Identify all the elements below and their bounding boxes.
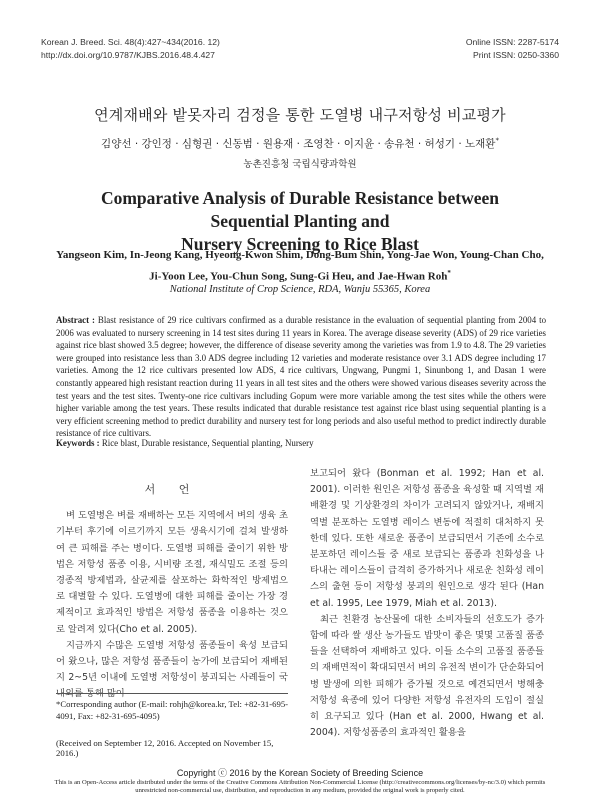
- corresponding-mark-en: *: [447, 269, 451, 277]
- authors-english: [40, 246, 560, 286]
- journal-header-left: [41, 36, 220, 61]
- received-dates: (Received on September 12, 2016. Accepted on November 15, 2016.): [56, 738, 274, 758]
- authors-korean-names: 김양선 · 강인정 · 심형권 · 신동범 · 원용재 · 조영찬 · 이지윤 · 송유천 · 허성기 · 노재환: [101, 138, 496, 150]
- abstract: [56, 314, 546, 440]
- abstract-label: Abstract :: [56, 315, 95, 325]
- license-notice: This is an Open-Access article distributed under the terms of the Creative Commons Attribution Non-Commercial License (http://creativecommons.org/licenses/by-nc/3.0) which permits unrestricted non-commercial use, distribution, and reproduction in any medium, provided the original work is properly cited.: [54, 779, 546, 795]
- copyright-line: Copyright ⓒ 2016 by the Korean Society of Breeding Science: [176, 768, 424, 778]
- online-issn: Online ISSN: 2287-5174: [465, 37, 559, 47]
- doi-link[interactable]: http://dx.doi.org/10.9787/KJBS.2016.48.4.427: [41, 49, 215, 60]
- keywords: [56, 438, 546, 448]
- title-korean: 연계재배와 밭못자리 검정을 통한 도열병 내구저항성 비교평가: [94, 106, 506, 124]
- title-english-line-1: Comparative Analysis of Durable Resistance between Sequential Planting and: [100, 188, 500, 231]
- authors-english-names: Ji-Yoon Lee, You-Chun Song, Sung-Gi Heu, and Jae-Hwan Roh: [149, 270, 448, 283]
- authors-korean: [0, 136, 600, 151]
- journal-citation: Korean J. Breed. Sci. 48(4):427~434(2016. 12): [41, 37, 220, 47]
- corresponding-mark-kr: *: [495, 136, 499, 145]
- institution-english: National Institute of Crop Science, RDA, Wanju 55365, Korea: [169, 284, 431, 295]
- abstract-text: Blast resistance of 29 rice cultivars confirmed as a durable resistance in the evaluation of sequential planting from 2004 to 2006 was evaluated to nursery screening in 14 test sites during 11 years in Korea. The average disease severity (ADS) of 29 rice varieties against rice blast showed 3.5 degree; however, the difference of disease severity among the varieties was from 1.9 to 4.8. The 29 varieties were grouped into resistance less than 3.0 ADS degree including 12 varieties and moderate resistance over 3.1 ADS degree including 17 varieties. Among the 12 rice cultivars presented low ADS, 4 rice cultivars, Ungwang, Pungmi 1, Sinunbong 1, and Dasan 1 were constantly appeared high resistant reaction during 11 years in all test sites and the others were showed various diseases severity across the test years and the test sites. Twenty-one rice cultivars including Gopum were more variable among the test sites while the others were higher variable among the test years. These results indicated that durable resistance test against rice blast using sequential planting is a very efficient screening method to predict durability and nursery test for long periods and also useful method to predict indirectly durable resistance of rice cultivars.: [56, 315, 547, 439]
- section-heading-introduction: 서 언: [144, 483, 200, 496]
- body-column-right: [310, 466, 544, 741]
- paragraph-1: 벼 도열병은 벼를 재배하는 모든 지역에서 벼의 생육 초기부터 후기에 이르기까지 모든 생육시기에 걸쳐 발생하여 큰 피해를 주는 병이다. 도열병 피해를 줄이기 위한 방법은 저항성 품종 이용, 시비량 조절, 재식밀도 조절 등의 경종적 방제법과, 살균제를 살포하는 화학적인 방제법으로 대별할 수 있다. 도열병에 대한 피해를 줄이는 가장 경제적이고 효과적인 방법은 저항성 품종을 이용하는 것으로 알려져 있다(Cho et al. 2005).: [56, 510, 288, 635]
- authors-english-line-2: [40, 264, 560, 286]
- corresponding-author-footnote: *Corresponding author (E-mail: rohjh@korea.kr, Tel: +82-31-695-4091, Fax: +82-31-695-4095): [56, 699, 289, 721]
- journal-header-right: [466, 36, 559, 61]
- keywords-text: Rice blast, Durable resistance, Sequential planting, Nursery: [101, 438, 314, 448]
- paragraph-2: 지금까지 수많은 도열병 저항성 품종들이 육성 보급되어 왔으나, 많은 저항성 품종들이 농가에 보급되어 재배된 지 2~5년 이내에 도열병 저항성이 붕괴되는 사례들이 국내외를 통해 많이: [56, 639, 288, 700]
- paragraph-3: 보고되어 왔다 (Bonman et al. 1992; Han et al. 2001). 이러한 원인은 저항성 품종을 육성할 때 지역별 재배환경 및 기상환경의 차이가 고려되지 않았거나, 재배지역별 분포하는 도열병 레이스 변동에 적절히 대처하지 못한데 있다. 또한 새로운 품종이 보급되면서 기존에 소수로 분포하던 레이스들 중 새로 보급되는 품종과 친화성을 나타내는 레이스들이 급격히 증가하거나 새로운 친화성 레이스의 출현 등이 저항성 붕괴의 원인으로 생각 된다 (Han et al. 1995, Lee 1979, Miah et al. 2013).: [310, 468, 544, 609]
- body-column-left: [56, 482, 288, 703]
- institution-korean: 농촌진흥청 국립식량과학원: [243, 159, 357, 170]
- paragraph-4: 최근 친환경 농산물에 대한 소비자들의 선호도가 증가함에 따라 쌀 생산 농가들도 밥맛이 좋은 몇몇 고품질 품종들을 선택하여 재배하고 있다. 이들 소수의 고품질 품종들의 재배면적이 확대되면서 벼의 유전적 변이가 단순화되어 병 발생에 의한 피해가 증가될 것으로 예견되면서 병해충 저항성 육종에 있어 다양한 저항성 유전자의 도입이 절실히 요구되고 있다 (Han et al. 2000, Hwang et al. 2004). 저항성품종의 효과적인 활용을: [310, 613, 544, 739]
- authors-english-line-1: Yangseon Kim, In-Jeong Kang, Hyeong-Kwon Shim, Dong-Bum Shin, Yong-Jae Won, Young-Chan Cho,: [56, 249, 544, 261]
- footnote-divider: [56, 693, 288, 694]
- title-english-line-2: Nursery Screening to Rice Blast: [181, 234, 419, 254]
- print-issn: Print ISSN: 0250-3360: [473, 49, 559, 60]
- keywords-label: Keywords :: [56, 438, 100, 448]
